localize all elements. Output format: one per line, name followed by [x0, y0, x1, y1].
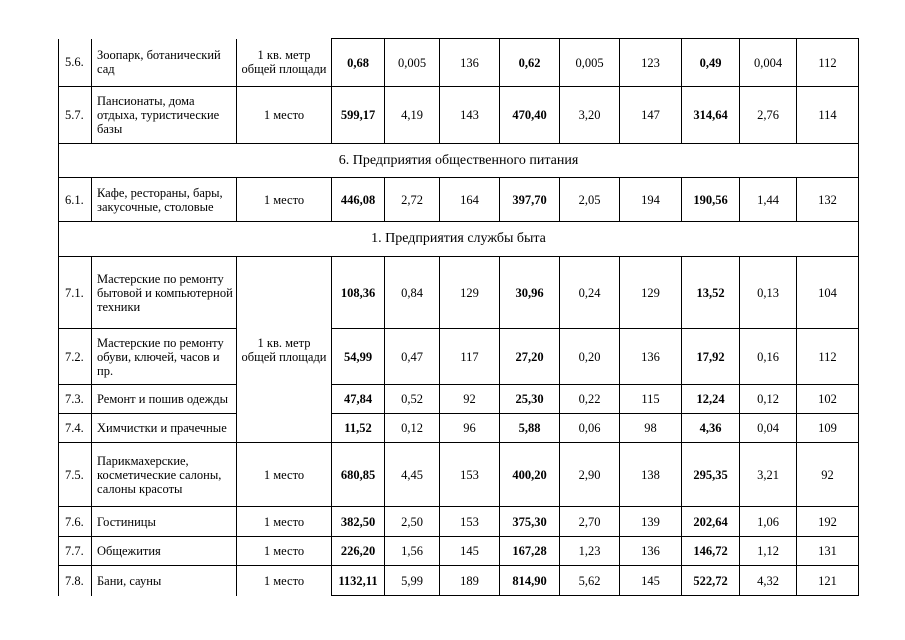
table-row — [59, 443, 859, 507]
cell-value: 0,16 — [740, 329, 797, 385]
row-number: 5.7. — [59, 87, 92, 144]
cell-value: 1,44 — [740, 178, 797, 222]
cell-value: 131 — [797, 537, 859, 566]
cell-value: 17,92 — [682, 329, 740, 385]
cell-value: 0,005 — [385, 39, 440, 87]
row-number: 7.1. — [59, 257, 92, 329]
row-unit: 1 место — [237, 443, 332, 507]
row-name: Мастерские по ремонту обуви, ключей, часов и пр. — [92, 329, 237, 385]
cell-value: 680,85 — [332, 443, 385, 507]
cell-value: 522,72 — [682, 566, 740, 596]
table-row — [59, 537, 859, 566]
cell-value: 1,56 — [385, 537, 440, 566]
cell-value: 0,12 — [385, 414, 440, 443]
row-unit: 1 место — [237, 566, 332, 596]
cell-value: 164 — [440, 178, 500, 222]
cell-value: 446,08 — [332, 178, 385, 222]
cell-value: 136 — [440, 39, 500, 87]
cell-value: 112 — [797, 39, 859, 87]
cell-value: 145 — [440, 537, 500, 566]
row-unit: 1 кв. метр общей площади — [237, 39, 332, 87]
cell-value: 314,64 — [682, 87, 740, 144]
cell-value: 139 — [620, 507, 682, 537]
cell-value: 143 — [440, 87, 500, 144]
cell-value: 129 — [620, 257, 682, 329]
cell-value: 147 — [620, 87, 682, 144]
cell-value: 115 — [620, 385, 682, 414]
cell-value: 0,20 — [560, 329, 620, 385]
cell-value: 4,45 — [385, 443, 440, 507]
cell-value: 109 — [797, 414, 859, 443]
cell-value: 0,24 — [560, 257, 620, 329]
row-number: 7.3. — [59, 385, 92, 414]
cell-value: 104 — [797, 257, 859, 329]
cell-value: 814,90 — [500, 566, 560, 596]
cell-value: 2,90 — [560, 443, 620, 507]
row-name: Ремонт и пошив одежды — [92, 385, 237, 414]
cell-value: 136 — [620, 537, 682, 566]
cell-value: 3,20 — [560, 87, 620, 144]
row-name: Зоопарк, ботанический сад — [92, 39, 237, 87]
cell-value: 2,70 — [560, 507, 620, 537]
row-name: Бани, сауны — [92, 566, 237, 596]
cell-value: 12,24 — [682, 385, 740, 414]
row-name: Химчистки и прачечные — [92, 414, 237, 443]
cell-value: 108,36 — [332, 257, 385, 329]
section-heading: 6. Предприятия общественного питания — [59, 144, 859, 178]
cell-value: 96 — [440, 414, 500, 443]
row-name: Общежития — [92, 537, 237, 566]
section-row — [59, 222, 859, 257]
cell-value: 138 — [620, 443, 682, 507]
cell-value: 47,84 — [332, 385, 385, 414]
row-unit: 1 место — [237, 87, 332, 144]
cell-value: 5,62 — [560, 566, 620, 596]
cell-value: 0,52 — [385, 385, 440, 414]
cell-value: 2,05 — [560, 178, 620, 222]
cell-value: 375,30 — [500, 507, 560, 537]
cell-value: 123 — [620, 39, 682, 87]
cell-value: 470,40 — [500, 87, 560, 144]
cell-value: 2,50 — [385, 507, 440, 537]
cell-value: 189 — [440, 566, 500, 596]
cell-value: 5,99 — [385, 566, 440, 596]
table-row — [59, 329, 859, 385]
row-name: Парикмахерские, косметические салоны, салоны красоты — [92, 443, 237, 507]
row-number: 7.8. — [59, 566, 92, 596]
cell-value: 2,76 — [740, 87, 797, 144]
cell-value: 0,84 — [385, 257, 440, 329]
cell-value: 226,20 — [332, 537, 385, 566]
row-number: 7.2. — [59, 329, 92, 385]
table-row — [59, 385, 859, 414]
row-name: Гостиницы — [92, 507, 237, 537]
cell-value: 4,36 — [682, 414, 740, 443]
cell-value: 1,23 — [560, 537, 620, 566]
table-row — [59, 39, 859, 87]
cell-value: 102 — [797, 385, 859, 414]
cell-value: 114 — [797, 87, 859, 144]
cell-value: 0,62 — [500, 39, 560, 87]
row-number: 5.6. — [59, 39, 92, 87]
cell-value: 0,12 — [740, 385, 797, 414]
cell-value: 194 — [620, 178, 682, 222]
cell-value: 145 — [620, 566, 682, 596]
table-row — [59, 178, 859, 222]
cell-value: 146,72 — [682, 537, 740, 566]
cell-value: 397,70 — [500, 178, 560, 222]
row-number: 6.1. — [59, 178, 92, 222]
cell-value: 0,004 — [740, 39, 797, 87]
cell-value: 153 — [440, 507, 500, 537]
cell-value: 27,20 — [500, 329, 560, 385]
cell-value: 1,06 — [740, 507, 797, 537]
cell-value: 400,20 — [500, 443, 560, 507]
cell-value: 190,56 — [682, 178, 740, 222]
cell-value: 129 — [440, 257, 500, 329]
cell-value: 25,30 — [500, 385, 560, 414]
row-unit: 1 место — [237, 178, 332, 222]
row-number: 7.6. — [59, 507, 92, 537]
cell-value: 54,99 — [332, 329, 385, 385]
cell-value: 382,50 — [332, 507, 385, 537]
cell-value: 153 — [440, 443, 500, 507]
cell-value: 4,19 — [385, 87, 440, 144]
row-unit: 1 место — [237, 507, 332, 537]
cell-value: 0,13 — [740, 257, 797, 329]
cell-value: 0,005 — [560, 39, 620, 87]
cell-value: 192 — [797, 507, 859, 537]
row-name: Пансионаты, дома отдыха, туристические базы — [92, 87, 237, 144]
cell-value: 2,72 — [385, 178, 440, 222]
cell-value: 112 — [797, 329, 859, 385]
cell-value: 11,52 — [332, 414, 385, 443]
section-heading: 1. Предприятия службы быта — [59, 222, 859, 257]
cell-value: 132 — [797, 178, 859, 222]
cell-value: 0,68 — [332, 39, 385, 87]
tariff-table — [58, 38, 859, 596]
table-row — [59, 566, 859, 596]
cell-value: 92 — [440, 385, 500, 414]
cell-value: 599,17 — [332, 87, 385, 144]
section-row — [59, 144, 859, 178]
table-row — [59, 414, 859, 443]
table-row — [59, 257, 859, 329]
cell-value: 4,32 — [740, 566, 797, 596]
table-row — [59, 507, 859, 537]
row-name: Кафе, рестораны, бары, закусочные, столовые — [92, 178, 237, 222]
cell-value: 1,12 — [740, 537, 797, 566]
cell-value: 1132,11 — [332, 566, 385, 596]
table-row — [59, 87, 859, 144]
cell-value: 0,47 — [385, 329, 440, 385]
cell-value: 98 — [620, 414, 682, 443]
row-unit-merged: 1 кв. метр общей площади — [237, 257, 332, 443]
row-name: Мастерские по ремонту бытовой и компьютерной техники — [92, 257, 237, 329]
cell-value: 5,88 — [500, 414, 560, 443]
cell-value: 167,28 — [500, 537, 560, 566]
cell-value: 295,35 — [682, 443, 740, 507]
cell-value: 136 — [620, 329, 682, 385]
cell-value: 0,04 — [740, 414, 797, 443]
row-number: 7.4. — [59, 414, 92, 443]
row-unit: 1 место — [237, 537, 332, 566]
cell-value: 92 — [797, 443, 859, 507]
row-number: 7.5. — [59, 443, 92, 507]
cell-value: 0,06 — [560, 414, 620, 443]
cell-value: 121 — [797, 566, 859, 596]
cell-value: 30,96 — [500, 257, 560, 329]
row-number: 7.7. — [59, 537, 92, 566]
cell-value: 0,49 — [682, 39, 740, 87]
cell-value: 202,64 — [682, 507, 740, 537]
cell-value: 3,21 — [740, 443, 797, 507]
cell-value: 13,52 — [682, 257, 740, 329]
cell-value: 0,22 — [560, 385, 620, 414]
cell-value: 117 — [440, 329, 500, 385]
